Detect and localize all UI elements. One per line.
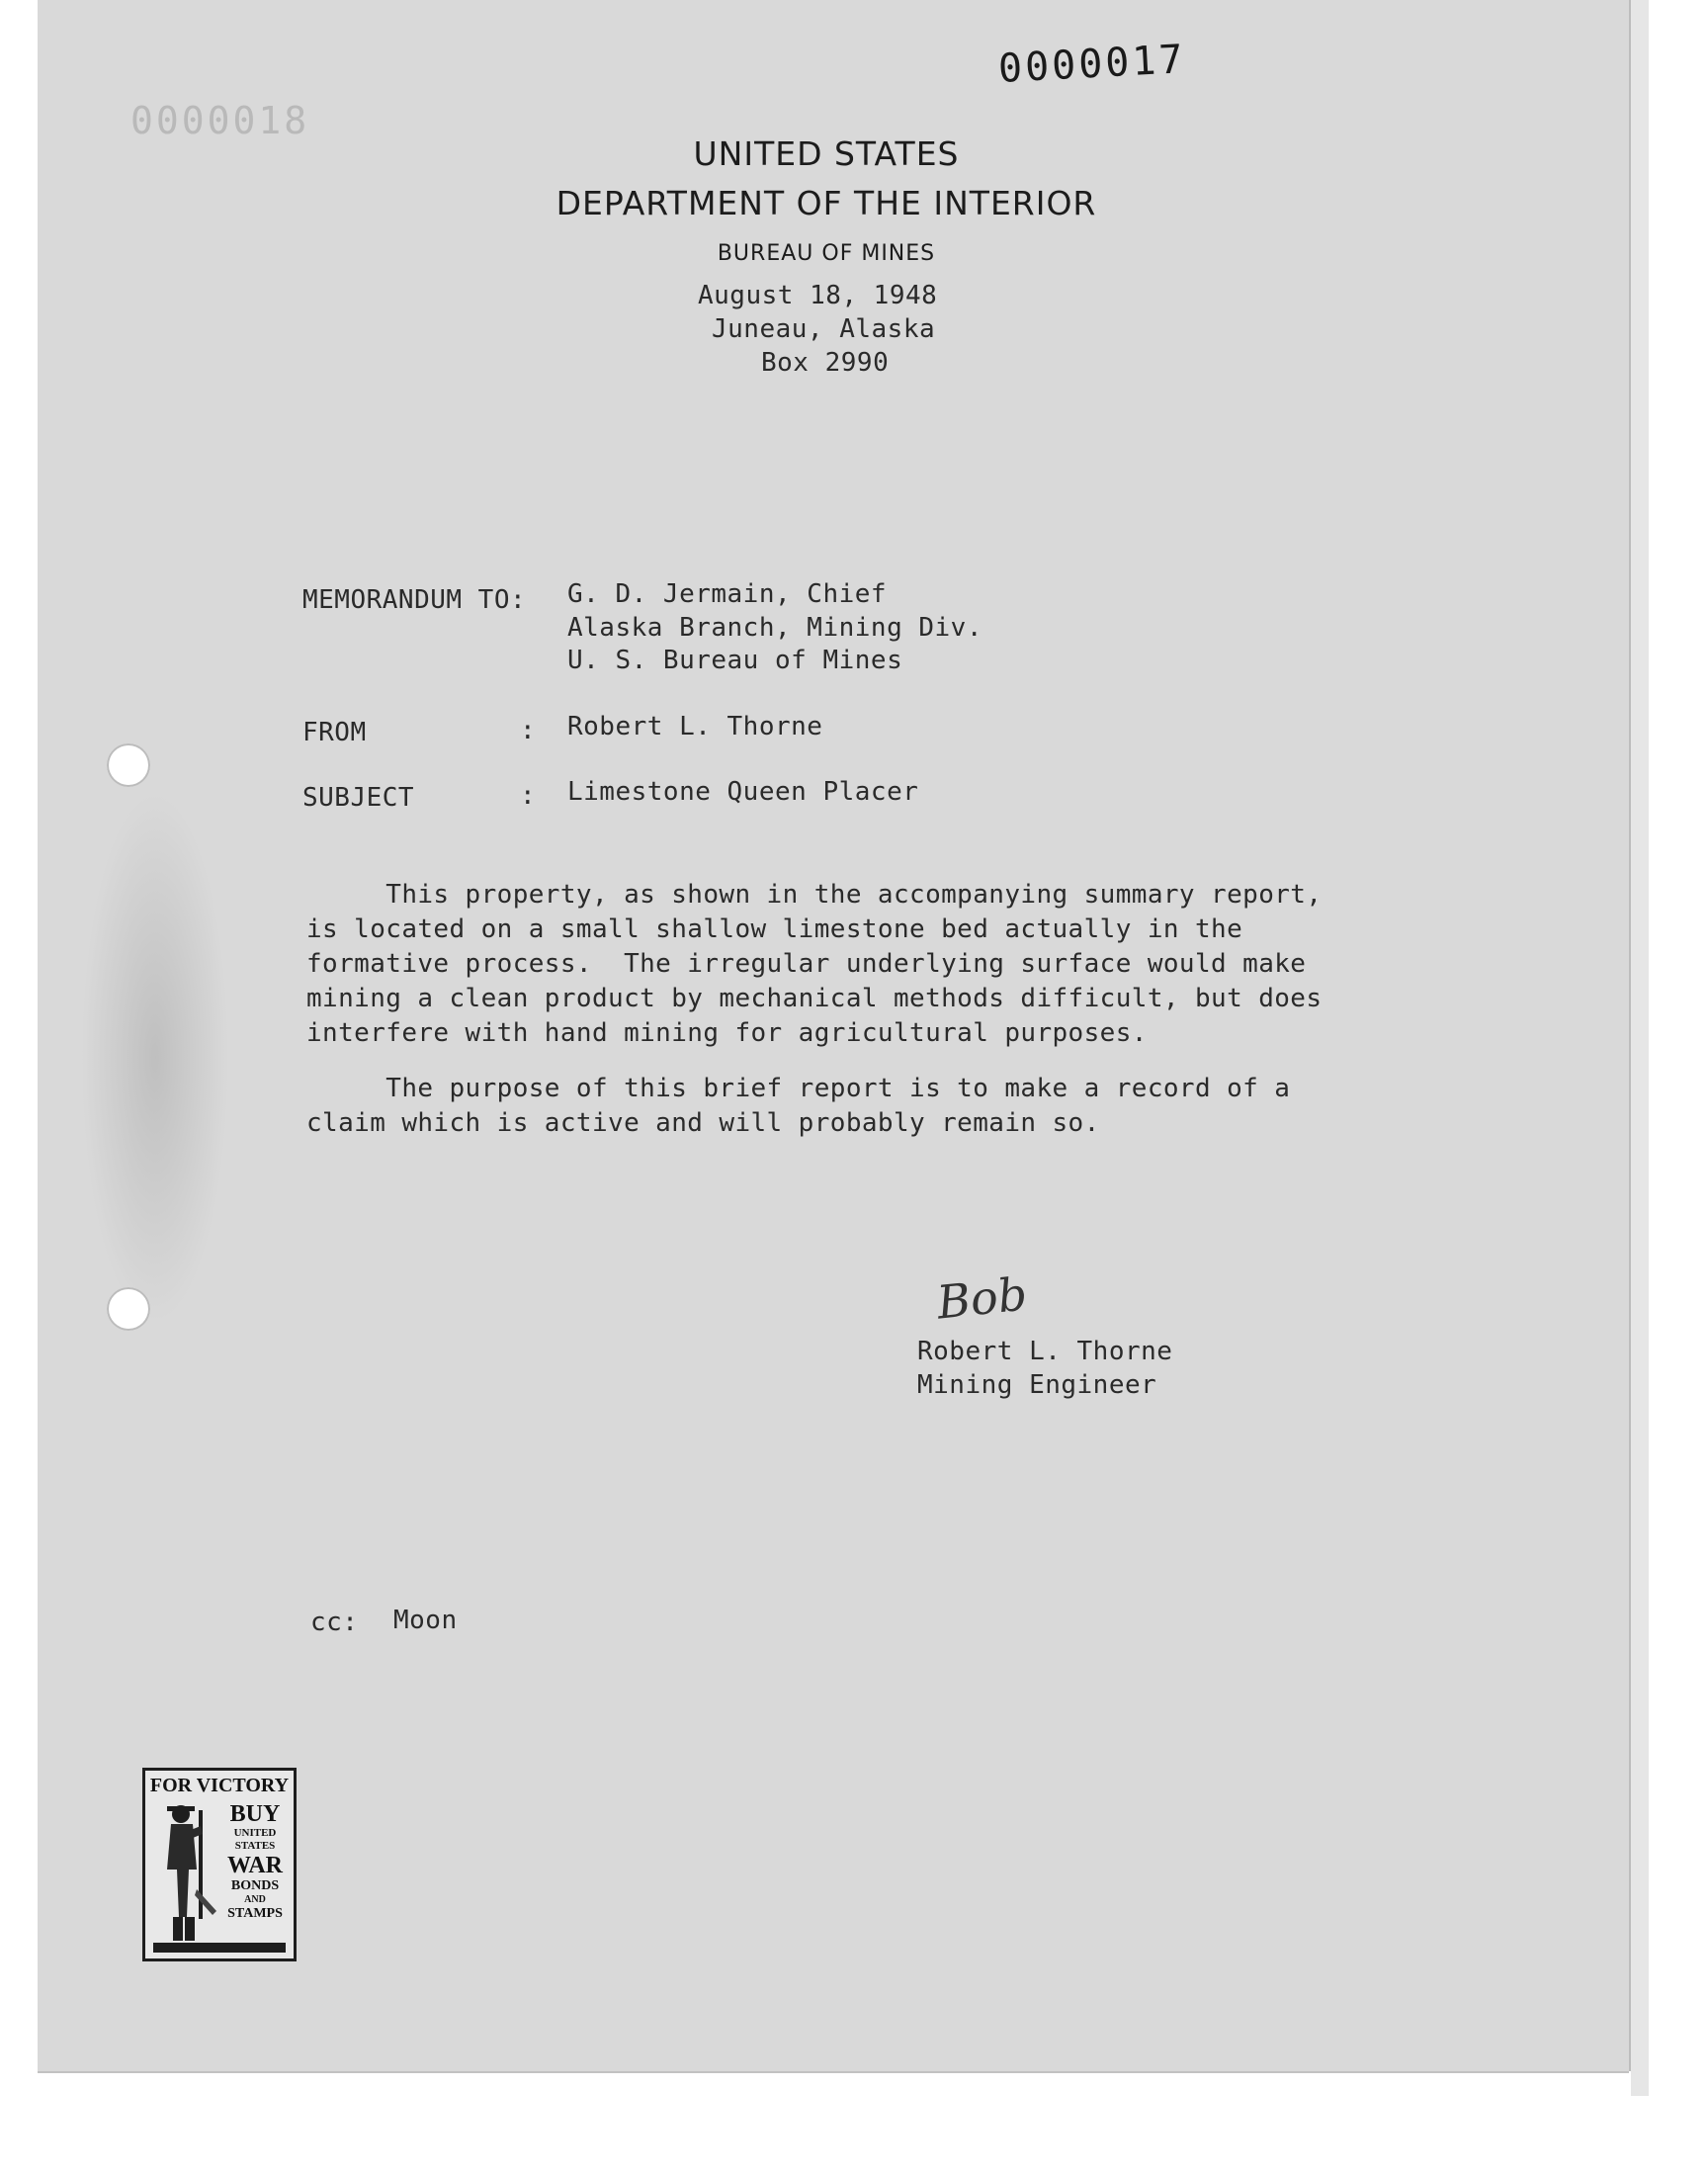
body-paragraph-2 bbox=[306, 1072, 1290, 1141]
punch-hole-bottom bbox=[107, 1287, 150, 1331]
letterhead-department: DEPARTMENT OF THE INTERIOR bbox=[555, 184, 1097, 222]
body-line: claim which is active and will probably remain so. bbox=[306, 1108, 1100, 1138]
page-edge bbox=[1631, 0, 1649, 2096]
stamp-line: AND bbox=[244, 1894, 266, 1905]
body-line: interfere with hand mining for agricultural purposes. bbox=[306, 1018, 1148, 1048]
memo-subject-label: SUBJECT bbox=[302, 783, 415, 813]
memo-to-line: Alaska Branch, Mining Div. bbox=[567, 613, 982, 643]
stamp-line: WAR bbox=[226, 1853, 283, 1878]
minuteman-figure-icon bbox=[151, 1800, 220, 1949]
signature-title: Mining Engineer bbox=[917, 1370, 1157, 1400]
war-bonds-stamp bbox=[142, 1768, 297, 1961]
cc-value: Moon bbox=[393, 1606, 458, 1635]
stamp-line: BONDS bbox=[230, 1878, 280, 1893]
stamp-heading: FOR VICTORY bbox=[149, 1775, 290, 1796]
binder-smudge bbox=[81, 791, 229, 1325]
stamp-line: UNITED bbox=[233, 1827, 277, 1839]
signature-name: Robert L. Thorne bbox=[917, 1337, 1173, 1366]
memo-date: August 18, 1948 bbox=[698, 281, 938, 310]
memo-from-colon: : bbox=[520, 716, 537, 745]
serial-number: 0000017 bbox=[996, 37, 1187, 92]
stamp-line: STATES bbox=[234, 1840, 276, 1852]
body-paragraph-1 bbox=[306, 878, 1322, 1051]
body-line: The purpose of this brief report is to make a record of a bbox=[306, 1074, 1291, 1103]
stamp-line: STAMPS bbox=[227, 1906, 283, 1921]
memo-subject-value: Limestone Queen Placer bbox=[567, 777, 919, 807]
handwritten-signature: Bob bbox=[934, 1266, 1030, 1330]
memo-to-line: U. S. Bureau of Mines bbox=[567, 646, 903, 675]
letterhead-united-states: UNITED STATES bbox=[693, 134, 960, 173]
stamp-base-bar bbox=[153, 1943, 286, 1953]
body-line: mining a clean product by mechanical methods difficult, but does bbox=[306, 984, 1323, 1013]
body-line: is located on a small shallow limestone bed actually in the bbox=[306, 914, 1243, 944]
memo-city: Juneau, Alaska bbox=[712, 314, 936, 344]
body-line: This property, as shown in the accompanying summary report, bbox=[306, 880, 1323, 910]
memo-from-value: Robert L. Thorne bbox=[567, 712, 823, 741]
memo-box: Box 2990 bbox=[761, 348, 890, 378]
cc-label: cc: bbox=[310, 1608, 359, 1637]
memo-subject-colon: : bbox=[520, 781, 537, 811]
stamp-line: BUY bbox=[229, 1801, 281, 1827]
body-line: formative process. The irregular underlying surface would make bbox=[306, 949, 1307, 979]
memo-from-label: FROM bbox=[302, 718, 367, 747]
punch-hole-top bbox=[107, 743, 150, 787]
memo-to-line: G. D. Jermain, Chief bbox=[567, 579, 888, 609]
letterhead-bureau: BUREAU OF MINES bbox=[717, 241, 936, 266]
faint-serial-number: 0000018 bbox=[130, 99, 310, 142]
memo-to-label: MEMORANDUM TO: bbox=[302, 585, 527, 615]
